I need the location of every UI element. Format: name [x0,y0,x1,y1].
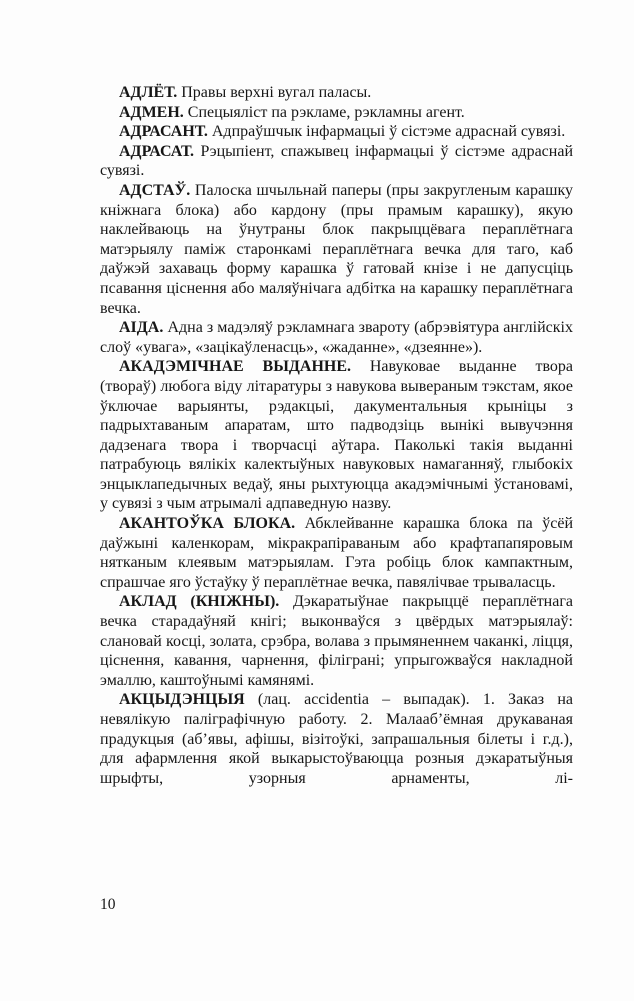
dictionary-entry [100,122,573,142]
entry-body: Адна з мадэляў рэкламнага звароту (абрэвіятура англійскіх слоў «увага», «зацікаўленасць», «жаданне», «дзеянне»). [100,319,573,356]
entry-term: АДРАСАТ. [119,142,195,160]
entry-term: АКАНТОЎКА БЛОКА. [119,515,296,533]
entry-term: АДМЕН. [119,103,184,121]
page-number: 10 [100,896,116,913]
dictionary-entry [100,690,573,788]
entry-body: Правы верхні вугал паласы. [177,84,372,101]
dictionary-text-block [100,83,573,788]
entry-body: Палоска шчыльнай паперы (пры закругленым карашку кніжнага блока) або кардону (пры прамым карашку), якую наклейваюць на ўнутраны блок пакрыццёвага пераплётнага матэрыялу паміж старонкамі пераплётнага вечка для таго, каб даўжэй захаваць форму карашка ў гатовай кнізе і не дапусціць псавання ціснення або маляўнічага адбітка на карашку пераплётнага вечка. [100,181,573,317]
entry-term: АКЦЫДЭНЦЫЯ [119,691,245,709]
entry-body: Дэкаратыўнае пакрыццё пераплётнага вечка старадаўняй кнігі; выконваўся з цвёрдых матэрыялаў: слановай косці, золата, срэбра, волава з прымяненнем чаканкі, ліцця, ціснення, кавання, чарнення, філіграні; упрыгожваўся накладной эмаллю, каштоўнымі камянямі. [100,593,574,689]
entry-body: Навуковае выданне твора (твораў) любога віду літаратуры з навукова вывераным тэкстам, якое ўключае варыянты, рэдакцыі, дакументальныя крыніцы з падрыхтаваным апаратам, што падводзіць вынікі вывучэння дадзенага твора і творчасці аўтара. Паколькі такія выданні патрабуюць вялікіх калектыўных навуковых намаганняў, глыбокіх энцыклапедычных ведаў, яны рыхтуюцца акадэмічнымі ўстановамі, у сувязі з чым атрымалі адпаведную назву. [100,358,574,513]
entry-term: АДЛЁТ. [119,84,178,101]
entry-term: АКЛАД (КНІЖНЫ). [119,593,280,611]
entry-body: Адпраўшчык інфармацыі ў сістэме адраснай сувязі. [207,123,566,141]
entry-term: АКАДЭМІЧНАЕ ВЫДАННЕ. [119,358,352,376]
dictionary-entry [100,103,573,123]
entry-body: Рэцыпіент, спажывец інфармацыі ў сістэме адраснай сувязі. [100,142,573,180]
dictionary-entry [100,592,573,690]
dictionary-entry [100,357,573,514]
entry-body: (лац. accidentia – выпадак). 1. Заказ на невялікую паліграфічную работу. 2. Малааб’ёмная друкаваная прадукцыя (аб’явы, афішы, візітоўкі, запрашальныя білеты і г.д.), для афармлення якой выкарыстоўваюцца розныя дэкаратыўныя шрыфты, узорныя арнаменты, лі- [100,691,573,787]
entry-term: АДРАСАНТ. [119,123,208,141]
entry-term: АІДА. [119,319,164,337]
dictionary-entry [100,142,573,181]
entry-body: Абклейванне карашка блока па ўсёй даўжыні каленкорам, мікракрапіраваным або крафтапапяровым нятканым клеявым матэрыялам. Гэта робіць блок кампактным, спрашчае яго ўстаўку ў пераплётнае вечка, павялічвае трываласць. [100,515,574,591]
dictionary-entry [100,83,573,103]
dictionary-entry [100,318,573,357]
dictionary-entry [100,181,573,318]
dictionary-entry [100,514,573,592]
entry-body: Спецыяліст па рэкламе, рэкламны агент. [183,103,465,121]
entry-term: АДСТАЎ. [119,181,191,199]
